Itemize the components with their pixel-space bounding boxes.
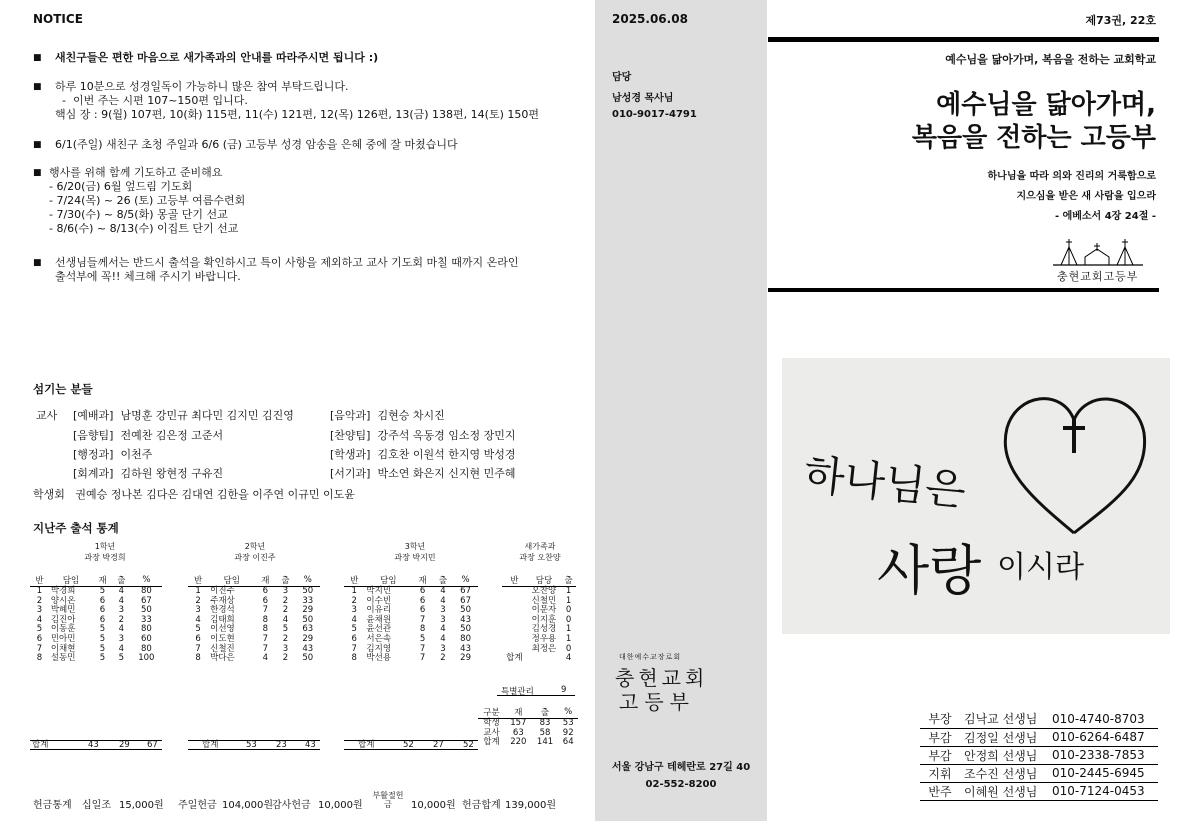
table-cell: 5 [36, 624, 43, 635]
teacher-label: 교사 [36, 409, 58, 422]
grade-head: 1학년 과장 박경희 [84, 542, 126, 562]
table-cell: 이도현 [210, 633, 235, 644]
table-cell: 58 [539, 727, 551, 738]
staff-phone: 010-7124-0453 [1048, 782, 1158, 800]
offering-value: 10,000원 [318, 800, 363, 811]
column-header: 반 [30, 574, 49, 587]
offering-item: 감사헌금 [272, 800, 311, 811]
table-row [188, 597, 320, 607]
column-header: 반 [502, 574, 527, 587]
staff-name: 이혜원 선생님 [960, 782, 1048, 800]
total-row-grade1: 합계 43 29 67 [30, 740, 162, 750]
table-cell: 양시온 [50, 595, 76, 606]
offering-item: 십일조 [82, 800, 111, 811]
table-cell: 2 [282, 653, 289, 664]
table-cell: 5 [99, 586, 106, 596]
grade-head: 3학년 과장 박지민 [394, 542, 436, 562]
table-cell: 6 [36, 633, 43, 644]
table-cell: 0 [565, 605, 572, 616]
staff-role: 반주 [920, 782, 960, 800]
table-cell: 7 [262, 643, 269, 654]
table-cell: 2 [282, 605, 289, 616]
table-cell: 1 [195, 586, 201, 596]
staff-role: 부장 [920, 710, 960, 728]
table-cell: 2 [351, 595, 357, 606]
table-cell: 53 [562, 718, 574, 728]
table-cell: 4 [351, 614, 357, 625]
table-cell: 60 [140, 633, 152, 644]
grade-head: 새가족과 과장 오찬양 [519, 542, 561, 562]
staff-phone: 010-6264-6487 [1048, 728, 1158, 746]
column-header: 재 [505, 706, 532, 719]
table-row [344, 625, 478, 635]
table-cell: 1 [351, 586, 357, 596]
table-row [344, 606, 478, 616]
table-cell: 50 [302, 614, 314, 625]
table-cell: 0 [565, 643, 572, 654]
table-cell: 4 [118, 643, 124, 654]
table-cell: 윤채원 [366, 614, 392, 625]
table-cell: 5 [282, 624, 289, 635]
hero-title-line2: 복음을 전하는 고등부 [911, 123, 1156, 153]
table-cell: 2 [118, 614, 124, 625]
table-cell: 8 [419, 624, 426, 635]
table-cell: 1 [565, 586, 572, 596]
table-cell: 29 [460, 653, 471, 664]
table-cell: 3 [440, 643, 446, 654]
bulletin-date: 2025.06.08 [612, 12, 688, 26]
table-cell: 29 [302, 633, 314, 644]
table-row [478, 738, 578, 748]
column-header: 담임 [208, 574, 255, 587]
table-cell: 박다은 [210, 653, 235, 664]
table-cell: 2 [36, 595, 43, 606]
table-cell: 50 [460, 605, 471, 616]
server-row-left: [예배과] 남명훈 강민규 최다민 김지민 김진영 [73, 409, 294, 422]
table-row [188, 645, 320, 655]
staff-row [920, 746, 1158, 764]
table-cell [502, 625, 527, 635]
table-cell: 5 [195, 624, 201, 635]
table-cell: 5 [99, 624, 106, 635]
table-cell: 8 [262, 624, 269, 635]
server-row-left: [음향팀] 전예찬 김은정 고준서 [73, 429, 224, 442]
offering-value: 10,000원 [411, 800, 456, 811]
table-row [344, 587, 478, 597]
offering-value: 15,000원 [119, 800, 164, 811]
table-cell: 4 [118, 624, 124, 635]
table-cell: 43 [460, 614, 471, 625]
table-cell: 8 [351, 653, 357, 664]
table-cell: 80 [460, 633, 471, 644]
table-cell: 50 [140, 605, 152, 616]
table-cell: 3 [351, 605, 357, 616]
table-cell: 4 [118, 586, 124, 596]
table-cell [502, 606, 527, 616]
table-cell: 이지훈 [531, 614, 557, 625]
server-row-left: [행정과] 이천주 [73, 448, 153, 461]
table-cell: 3 [36, 605, 43, 616]
table-cell: 박경희 [50, 586, 76, 596]
table-cell: 6 [419, 586, 426, 596]
table-cell: 7 [419, 653, 426, 664]
column-header: 출 [433, 574, 453, 587]
staff-name: 김정일 선생님 [960, 728, 1048, 746]
table-cell: 7 [262, 605, 269, 616]
table-header-row [188, 574, 320, 587]
table-cell: 6 [419, 595, 426, 606]
column-header: 구분 [478, 706, 505, 719]
table-cell: 6 [99, 605, 106, 616]
staff-phone: 010-4740-8703 [1048, 710, 1158, 728]
table-cell [502, 635, 527, 645]
table-cell: 2 [440, 653, 446, 664]
table-cell: 6 [99, 614, 106, 625]
table-row [188, 616, 320, 626]
table-cell: 3 [282, 586, 289, 596]
table-row [344, 616, 478, 626]
offering-item: 부활절헌금 [372, 791, 404, 809]
table-cell: 100 [138, 653, 155, 664]
volume-number: 제73권, 22호 [1085, 14, 1156, 27]
table-cell: 6 [351, 633, 357, 644]
column-header: 출 [275, 574, 295, 587]
total-row-grade3: 합계 52 27 52 [344, 740, 478, 750]
pastor-name: 남성경 목사님 [612, 93, 674, 104]
table-row [188, 587, 320, 597]
table-cell: 33 [302, 595, 314, 606]
table-cell: 50 [302, 653, 314, 664]
table-row [188, 606, 320, 616]
table-cell: 8 [36, 653, 43, 664]
table-header-row [30, 574, 162, 587]
divider [768, 288, 1159, 292]
special-care: 특별관리 9 [497, 685, 575, 696]
attendance-table-grade3 [344, 574, 478, 664]
bullet-icon: ■ [33, 258, 42, 268]
column-header: % [453, 574, 478, 587]
table-cell: 8 [195, 653, 201, 664]
table-cell: 4 [440, 586, 446, 596]
staff-phone: 010-2445-6945 [1048, 764, 1158, 782]
table-header-row [502, 574, 576, 587]
table-cell: 오찬양 [531, 586, 557, 596]
table-cell: 63 [302, 624, 314, 635]
table-cell: 4 [565, 653, 572, 664]
table-cell: 67 [460, 586, 471, 596]
server-row-right: [서기과] 박소연 화은지 신지현 민주혜 [330, 467, 516, 480]
table-cell: 합계 [483, 737, 500, 748]
column-header: 반 [344, 574, 364, 587]
table-cell [527, 654, 562, 664]
table-row [188, 635, 320, 645]
table-cell: 50 [302, 586, 314, 596]
table-cell: 4 [440, 624, 446, 635]
attendance-table-grade1 [30, 574, 162, 664]
verse-line: 하나님을 따라 의와 진리의 거룩함으로 [987, 171, 1156, 182]
table-cell: 이진주 [210, 586, 235, 596]
table-row [188, 625, 320, 635]
pastor-tag: 담당 [612, 72, 632, 83]
table-cell: 80 [140, 624, 152, 635]
bullet-icon: ■ [33, 168, 42, 178]
table-cell: 이유리 [366, 605, 392, 616]
table-cell: 1 [565, 595, 572, 606]
table-cell: 92 [562, 727, 574, 738]
staff-role: 부감 [920, 728, 960, 746]
table-cell: 7 [351, 643, 357, 654]
table-cell: 2 [282, 633, 289, 644]
table-cell: 6 [262, 595, 269, 606]
table-cell: 1 [565, 624, 572, 635]
table-cell: 김진아 [50, 614, 76, 625]
table-cell: 43 [460, 643, 471, 654]
table-cell: 4 [262, 653, 269, 664]
table-cell: 4 [36, 614, 43, 625]
table-cell: 157 [510, 718, 527, 728]
table-cell: 이채현 [50, 643, 76, 654]
table-cell: 4 [118, 595, 124, 606]
table-cell: 한경석 [210, 605, 235, 616]
table-cell: 합계 [506, 653, 523, 664]
table-cell: 7 [195, 643, 201, 654]
notice-title: NOTICE [33, 12, 83, 26]
table-cell: 김성경 [531, 624, 557, 635]
total-row-grade2: 합계 53 23 43 [188, 740, 320, 750]
table-cell: 4 [195, 614, 201, 625]
staff-name: 김낙교 선생님 [960, 710, 1048, 728]
staff-row [920, 728, 1158, 746]
table-cell: 5 [118, 653, 124, 664]
table-cell: 박지민 [366, 586, 392, 596]
staff-role: 부감 [920, 746, 960, 764]
table-cell: 33 [140, 614, 152, 625]
table-row [344, 645, 478, 655]
attendance-table-newfamily [502, 574, 576, 664]
table-cell: 64 [562, 737, 574, 748]
table-cell: 학생 [483, 718, 500, 728]
table-cell [502, 597, 527, 607]
table-cell: 민아민 [50, 633, 76, 644]
server-row-right: [찬양팀] 강주석 옥동경 임소정 장민지 [330, 429, 516, 442]
church-address: 서울 강남구 테헤란로 27길 40 [611, 762, 751, 773]
calligraphy-text: 하나님은 [801, 449, 969, 516]
staff-table [920, 710, 1158, 801]
table-cell: 1 [565, 633, 572, 644]
table-cell: 4 [440, 633, 446, 644]
offering-label: 헌금통계 [33, 800, 72, 811]
bullet-icon: ■ [33, 82, 42, 92]
staff-row [920, 764, 1158, 782]
offering-item: 주일헌금 [178, 800, 217, 811]
table-cell: 220 [510, 737, 527, 748]
table-cell: 6 [195, 633, 201, 644]
table-cell: 3 [118, 633, 124, 644]
table-cell: 5 [99, 653, 106, 664]
table-total-row [502, 654, 576, 664]
column-header: % [131, 574, 162, 587]
motto-small: 예수님을 닮아가며, 복음을 전하는 교회학교 [945, 53, 1156, 66]
table-cell: 설동민 [50, 653, 76, 664]
church-phone: 02-552-8200 [645, 779, 717, 790]
column-header: 담임 [364, 574, 412, 587]
staff-phone: 010-2338-7853 [1048, 746, 1158, 764]
offering-item: 헌금합계 [462, 800, 501, 811]
church-logo: 충현교회고등부 [1053, 231, 1143, 285]
offering-total: 139,000원 [505, 800, 557, 811]
table-cell: 최정은 [531, 643, 557, 654]
table-cell: 3 [440, 605, 446, 616]
table-cell: 주재상 [210, 595, 235, 606]
table-row [344, 654, 478, 664]
table-cell: 8 [262, 614, 269, 625]
staff-row [920, 782, 1158, 800]
table-cell: 윤선관 [366, 624, 392, 635]
table-cell: 이수빈 [366, 595, 392, 606]
table-cell: 서은속 [366, 633, 392, 644]
table-cell: 4 [440, 595, 446, 606]
table-cell: 43 [302, 643, 314, 654]
student-council: 학생회 권예승 정나본 김다은 김대연 김한을 이주연 이규민 이도윤 [33, 488, 355, 501]
staff-name: 안정희 선생님 [960, 746, 1048, 764]
table-cell: 5 [351, 624, 357, 635]
server-row-right: [학생과] 김호찬 이원석 한지영 박성경 [330, 448, 516, 461]
column-header: 담당 [527, 574, 562, 587]
table-cell: 29 [302, 605, 314, 616]
table-cell: 3 [282, 643, 289, 654]
server-row-right: [음악과] 김현승 차시진 [330, 409, 445, 422]
church-logo-middle: 대한예수교장로회 충현교회 고등부 [615, 653, 709, 714]
table-cell: 67 [460, 595, 471, 606]
server-row-left: [회계과] 김하원 왕현정 구유진 [73, 467, 224, 480]
table-cell: 5 [99, 633, 106, 644]
table-cell: 김지영 [366, 643, 392, 654]
table-cell: 4 [282, 614, 289, 625]
servers-title: 섬기는 분들 [33, 382, 93, 396]
church-building-icon [1053, 231, 1143, 267]
table-cell: 83 [539, 718, 551, 728]
table-cell: 6 [262, 586, 269, 596]
table-cell: 80 [140, 586, 152, 596]
column-header: 재 [93, 574, 112, 587]
hero-title-line1: 예수님을 닮아가며, [936, 90, 1156, 120]
table-cell: 67 [140, 595, 152, 606]
table-cell: 7 [36, 643, 43, 654]
column-header: 재 [412, 574, 432, 587]
bullet-icon: ■ [33, 140, 42, 150]
verse-reference: - 에베소서 4장 24절 - [1054, 211, 1156, 222]
table-cell: 김태희 [210, 614, 235, 625]
table-cell: 신철민 [531, 595, 557, 606]
column-header: 반 [188, 574, 208, 587]
table-row [344, 597, 478, 607]
staff-role: 지휘 [920, 764, 960, 782]
table-cell: 7 [419, 614, 426, 625]
table-cell: 3 [195, 605, 201, 616]
table-cell: 신철진 [210, 643, 235, 654]
table-cell: 0 [565, 614, 572, 625]
table-cell: 정우용 [531, 633, 557, 644]
table-cell: 교사 [483, 727, 500, 738]
column-header: 재 [255, 574, 275, 587]
column-header: 출 [112, 574, 131, 587]
stats-title: 지난주 출석 통계 [33, 521, 119, 535]
table-cell: 63 [512, 727, 524, 738]
staff-name: 조수진 선생님 [960, 764, 1048, 782]
table-cell: 7 [419, 643, 426, 654]
table-cell: 박선용 [366, 653, 392, 664]
verse-line: 지으심을 받은 새 사람을 입으라 [1016, 191, 1156, 202]
table-cell: 50 [460, 624, 471, 635]
table-cell: 2 [282, 595, 289, 606]
column-header: % [296, 574, 320, 587]
attendance-table-grade2 [188, 574, 320, 664]
offering-value: 104,000원 [222, 800, 274, 811]
table-cell: 이선영 [210, 624, 235, 635]
table-cell: 141 [536, 737, 554, 748]
table-cell: 1 [36, 586, 43, 596]
table-row [344, 635, 478, 645]
table-cell [502, 587, 527, 597]
table-cell: 6 [99, 595, 106, 606]
divider [768, 37, 1159, 42]
table-cell: 3 [118, 605, 124, 616]
table-cell: 박혜민 [50, 605, 76, 616]
calligraphy-text: 사랑 [877, 539, 982, 602]
table-cell: 80 [140, 643, 152, 654]
table-cell: 5 [419, 633, 426, 644]
calligraphy-text: 이시라 [997, 550, 1084, 585]
column-header: % [558, 706, 578, 719]
table-row [188, 654, 320, 664]
grade-head: 2학년 과장 이진주 [234, 542, 276, 562]
column-header: 출 [561, 574, 576, 587]
table-cell: 이동훈 [50, 624, 76, 635]
table-cell: 2 [195, 595, 201, 606]
pastor-phone: 010-9017-4791 [612, 109, 697, 120]
table-header-row [478, 706, 578, 719]
column-header: 출 [532, 706, 559, 719]
attendance-summary-table [478, 706, 578, 748]
staff-row [920, 710, 1158, 728]
table-header-row [344, 574, 478, 587]
table-cell: 3 [440, 614, 446, 625]
table-cell: 6 [419, 605, 426, 616]
table-cell: 7 [262, 633, 269, 644]
bullet-icon: ■ [33, 53, 42, 63]
table-cell: 5 [99, 643, 106, 654]
table-row [30, 654, 162, 664]
table-cell [502, 616, 527, 626]
table-cell: 이문자 [531, 605, 557, 616]
column-header: 담임 [49, 574, 93, 587]
calligraphy-photo [782, 358, 1170, 634]
